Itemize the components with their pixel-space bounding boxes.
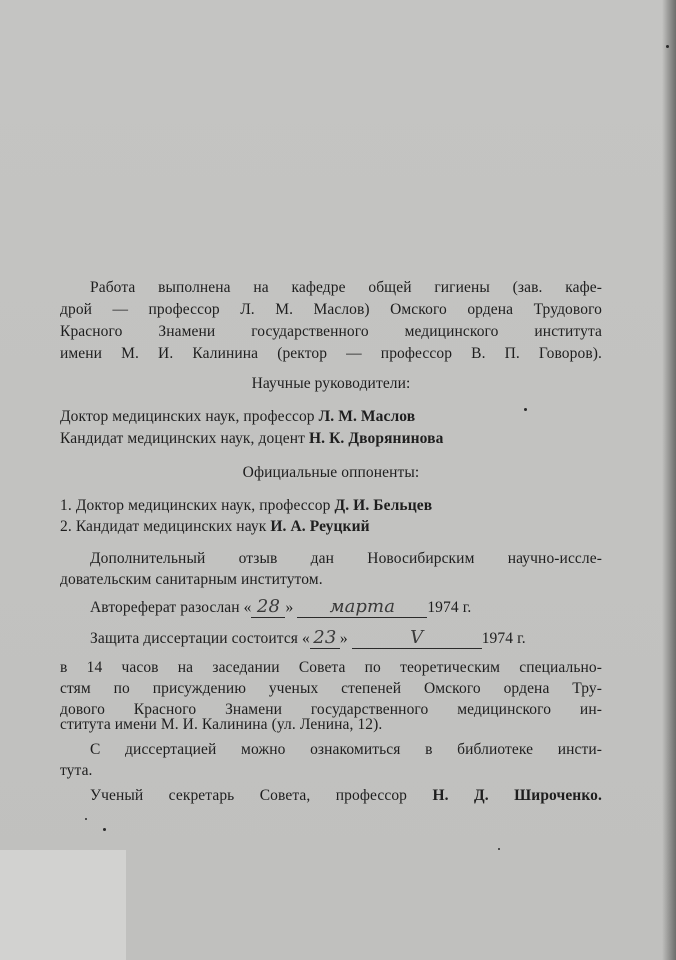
defense-month-blank [352,627,482,649]
session-line-1: в 14 часов на заседании Совета по теоретическим специально- [60,659,602,676]
defense-date-line [90,627,526,649]
opponent-1-num: 1. [60,497,72,514]
opponent-2-role: Кандидат медицинских наук [75,518,267,535]
supervisor-2 [60,430,443,448]
opponent-1-role: Доктор медицинских наук, профессор [75,497,331,514]
scan-speck [666,45,669,48]
supervisor-2-name: Н. К. Дворянинова [308,430,444,447]
opponent-2-num: 2. [60,518,72,535]
intro-line-1: Работа выполнена на кафедре общей гигиены (зав. кафе- [90,279,602,296]
scan-speck [85,818,87,820]
opponent-1-name: Д. И. Бельцев [334,497,433,514]
review-line-2: довательским санитарным институтом. [60,571,323,588]
mailing-day-blank [251,596,285,618]
defense-month-handwritten: V [410,627,424,648]
library-line-1: С диссертацией можно ознакомиться в библиотеке инсти- [90,741,602,758]
supervisor-1-name: Л. М. Маслов [318,408,416,425]
session-line-4: ститута имени М. И. Калинина (ул. Ленина, 12). [60,716,383,733]
scan-speck [498,848,500,850]
intro-line-4: имени М. И. Калинина (ректор — профессор В. П. Говоров). [60,345,602,362]
defense-day-blank [310,627,340,649]
mailing-date-line [90,596,471,618]
scan-speck [103,828,106,831]
scan-speck [524,408,527,411]
defense-label: Защита диссертации состоится « [90,630,310,647]
defense-mid: » [339,630,348,647]
review-line-1: Дополнительный отзыв дан Новосибирским научно-иссле- [90,550,602,567]
supervisor-1 [60,408,415,426]
secretary-name: Н. Д. Широченко. [432,787,602,804]
mailing-mid: » [285,599,294,616]
defense-year: 1974 г. [481,630,526,647]
supervisor-2-role: Кандидат медицинских наук, доцент [60,430,305,447]
opponent-1 [60,497,432,515]
mailing-day-handwritten: 28 [256,596,281,617]
scan-light-patch [0,850,126,960]
defense-day-handwritten: 23 [313,627,337,648]
mailing-month-blank [297,596,427,618]
opponent-2-name: И. А. Реуцкий [270,518,370,535]
session-line-2: стям по присуждению ученых степеней Омского ордена Тру- [60,680,602,697]
intro-line-2: дрой — профессор Л. М. Маслов) Омского ордена Трудового [60,301,602,318]
session-line-3: дового Красного Знамени государственного медицинского ин- [60,701,602,718]
secretary-line [90,787,602,805]
opponents-heading: Официальные оппоненты: [242,464,420,481]
library-line-2: тута. [60,762,93,779]
supervisors-heading: Научные руководители: [251,375,411,392]
supervisor-1-role: Доктор медицинских наук, профессор [60,408,315,425]
mailing-year: 1974 г. [427,599,472,616]
intro-line-3: Красного Знамени государственного медицинского института [60,323,602,340]
page-edge-shadow [662,0,676,960]
secretary-role: Ученый секретарь Совета, профессор [90,787,408,804]
mailing-month-handwritten: марта [329,596,396,617]
mailing-label: Автореферат разослан « [90,599,252,616]
opponent-2 [60,518,370,536]
